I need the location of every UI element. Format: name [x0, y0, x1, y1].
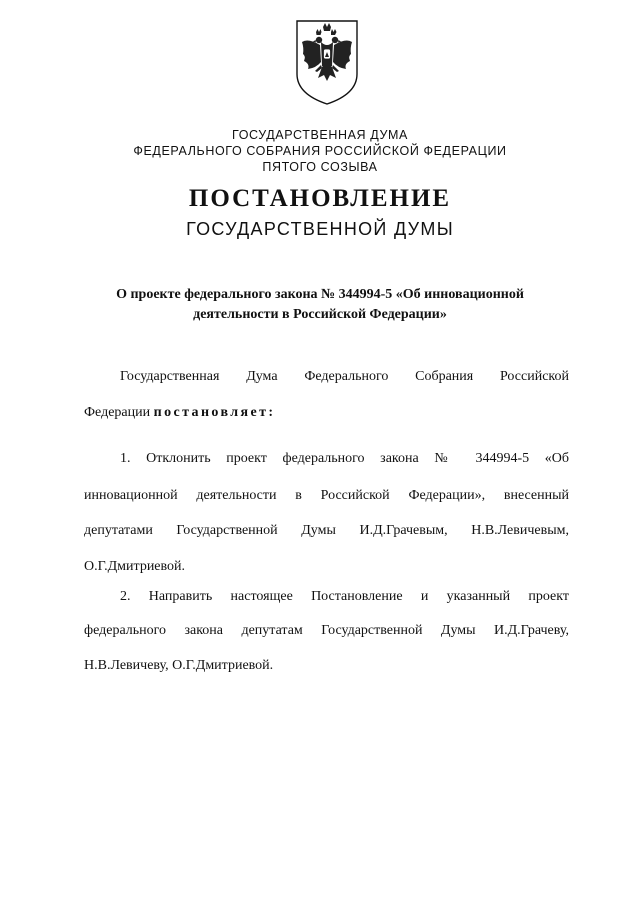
- header-line-2: ФЕДЕРАЛЬНОГО СОБРАНИЯ РОССИЙСКОЙ ФЕДЕРАЦИИ: [133, 144, 507, 158]
- preamble-line-1: Государственная Дума Федерального Собрания Российской: [120, 369, 569, 384]
- preamble-start: Федерации: [84, 405, 154, 420]
- header-line-3: ПЯТОГО СОЗЫВА: [262, 160, 378, 174]
- header-line-1: ГОСУДАРСТВЕННАЯ ДУМА: [232, 128, 408, 142]
- para1-line-4: О.Г.Дмитриевой.: [84, 559, 186, 574]
- subject-line-1: О проекте федерального закона № 344994-5 «Об инновационной: [116, 287, 524, 302]
- para2-line-2: федерального закона депутатам Государственной Думы И.Д.Грачеву,: [84, 623, 569, 638]
- resolves-keyword: постановляет:: [153, 405, 276, 420]
- para1-line-1: 1. Отклонить проект федерального закона № 344994-5 «Об: [120, 451, 569, 466]
- para1-line-3: депутатами Государственной Думы И.Д.Грачевым, Н.В.Левичевым,: [84, 523, 569, 538]
- document-subtitle: ГОСУДАРСТВЕННОЙ ДУМЫ: [186, 219, 454, 239]
- para2-line-3: Н.В.Левичеву, О.Г.Дмитриевой.: [84, 658, 274, 673]
- subject-line-2: деятельности в Российской Федерации»: [193, 307, 447, 322]
- coat-of-arms-emblem: [294, 18, 360, 106]
- preamble-line-2: [84, 404, 569, 422]
- para1-line-2: инновационной деятельности в Российской Федерации», внесенный: [84, 488, 569, 503]
- document-title: ПОСТАНОВЛЕНИЕ: [188, 185, 452, 212]
- para2-line-1: 2. Направить настоящее Постановление и указанный проект: [120, 589, 569, 604]
- subject-heading: [40, 285, 600, 325]
